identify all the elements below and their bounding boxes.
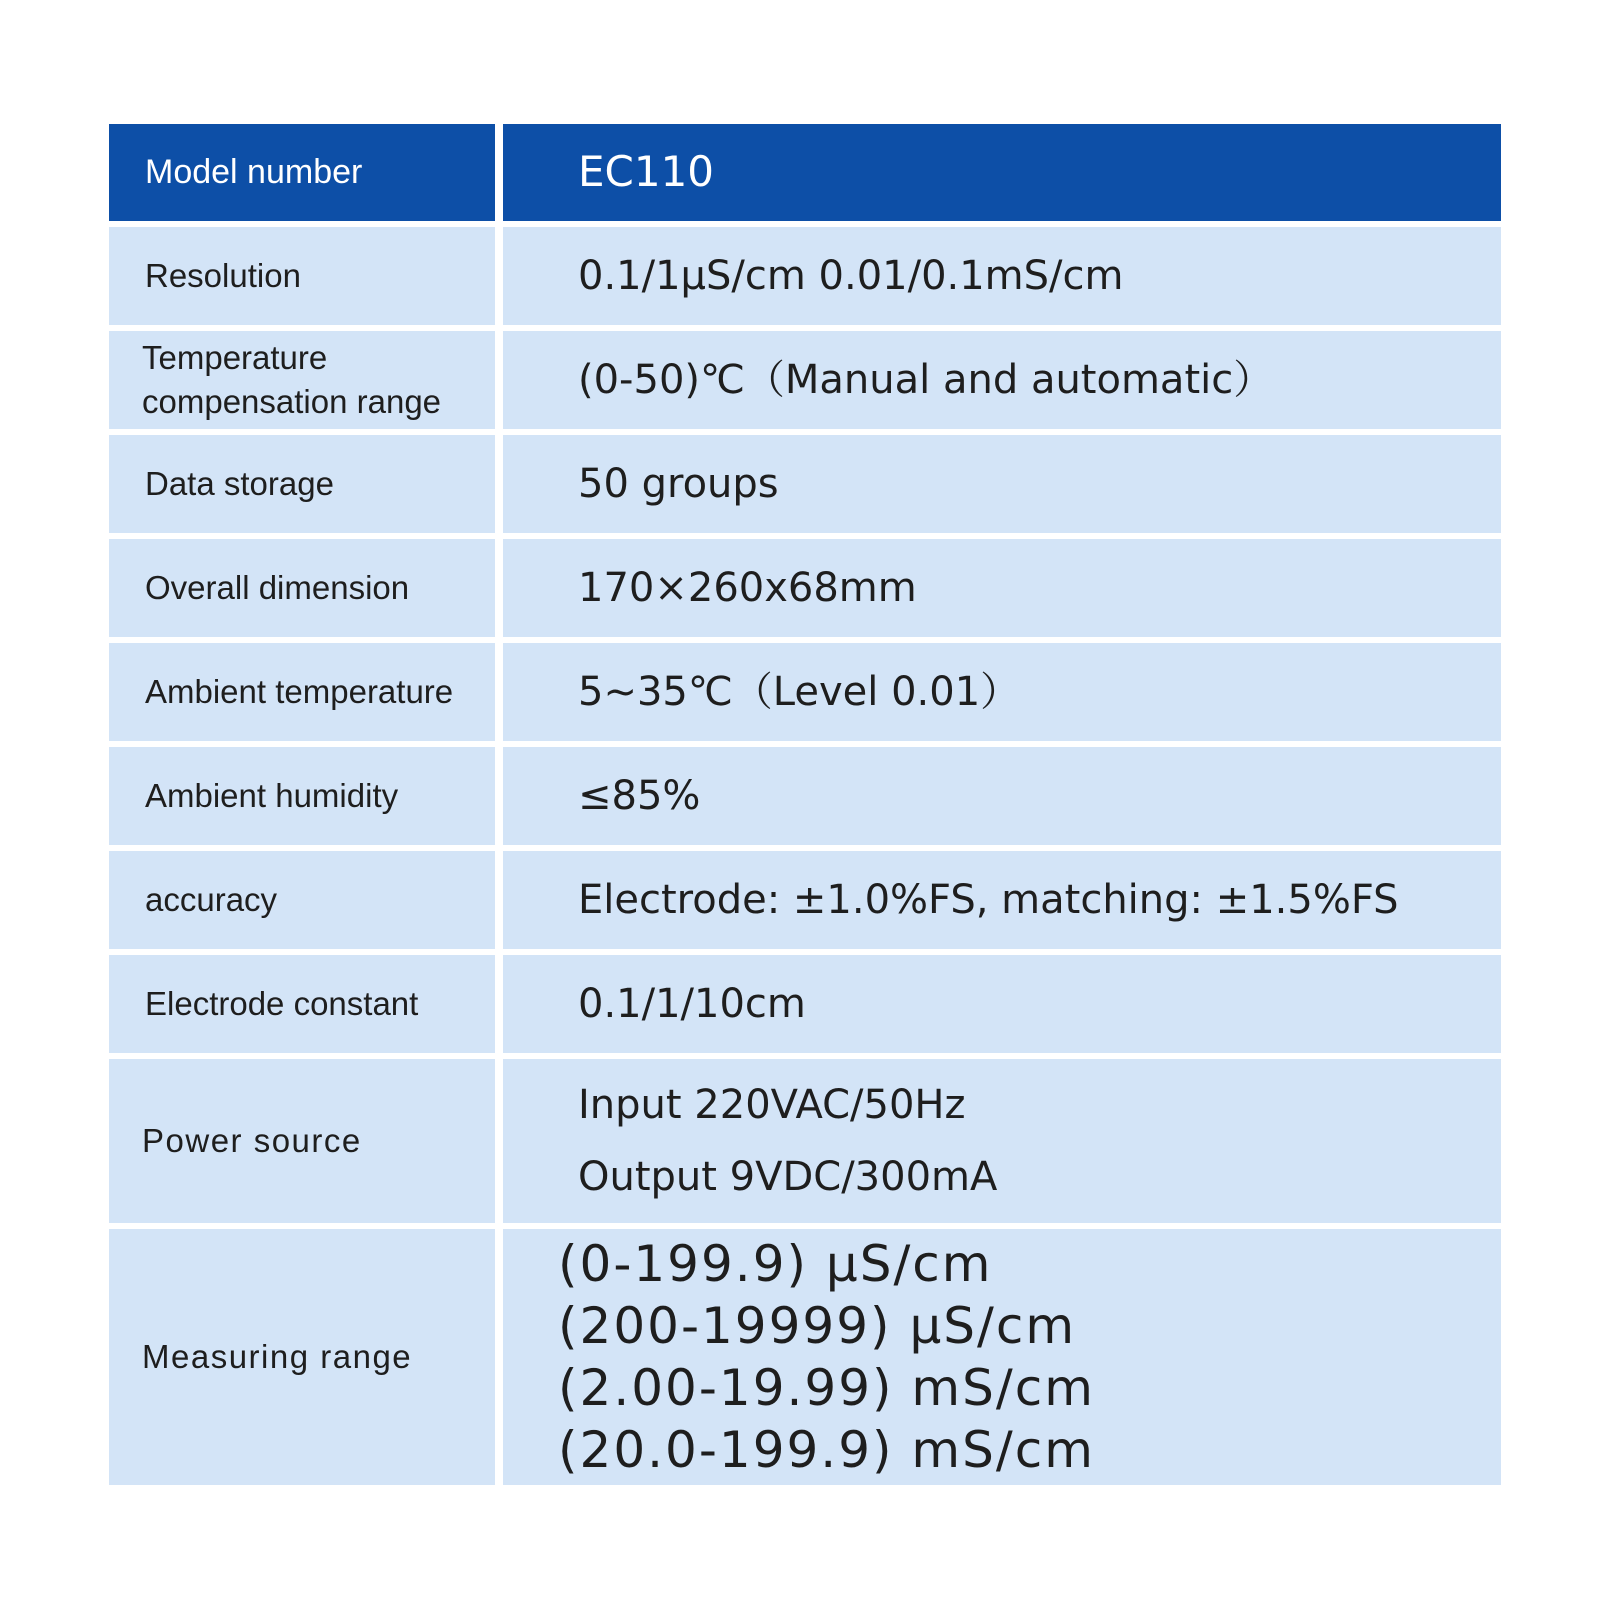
power-source-input: Input 220VAC/50Hz — [578, 1082, 966, 1128]
table-row — [109, 1229, 1501, 1485]
row-value-cell — [503, 747, 1501, 845]
row-label-cell — [109, 851, 495, 949]
row-label-cell — [109, 227, 495, 325]
measuring-range-line4: (20.0-199.9) mS/cm — [558, 1421, 1095, 1479]
overall-dimension-value: 170×260x68mm — [578, 565, 917, 611]
resolution-value: 0.1/1μS/cm 0.01/0.1mS/cm — [578, 253, 1124, 299]
header-label: Model number — [145, 153, 363, 192]
row-label-cell — [109, 539, 495, 637]
row-value-cell — [503, 851, 1501, 949]
row-value-cell — [503, 1059, 1501, 1223]
row-label-cell — [109, 747, 495, 845]
row-value-cell — [503, 1229, 1501, 1485]
row-value-cell — [503, 331, 1501, 429]
row-label-cell — [109, 643, 495, 741]
row-label-cell — [109, 331, 495, 429]
spec-table — [109, 124, 1501, 1485]
temperature-compensation-value: (0-50)℃（Manual and automatic） — [578, 357, 1274, 403]
table-row — [109, 435, 1501, 533]
row-value-cell — [503, 227, 1501, 325]
table-row — [109, 227, 1501, 325]
row-label-cell — [109, 955, 495, 1053]
data-storage-label: Data storage — [145, 465, 334, 503]
row-value-cell — [503, 643, 1501, 741]
row-label-cell — [109, 1229, 495, 1485]
row-value-cell — [503, 435, 1501, 533]
measuring-range-line2: (200-19999) μS/cm — [558, 1297, 1077, 1355]
ambient-humidity-value: ≤85% — [578, 773, 701, 819]
ambient-temperature-value: 5~35℃（Level 0.01） — [578, 669, 1021, 715]
table-row — [109, 539, 1501, 637]
row-label-cell — [109, 1059, 495, 1223]
table-row — [109, 955, 1501, 1053]
accuracy-value: Electrode: ±1.0%FS, matching: ±1.5%FS — [578, 877, 1399, 923]
temperature-compensation-label-line2: compensation range — [142, 383, 442, 420]
power-source-output: Output 9VDC/300mA — [578, 1154, 998, 1200]
ambient-temperature-label: Ambient temperature — [145, 673, 454, 711]
table-row — [109, 1059, 1501, 1223]
measuring-range-line3: (2.00-19.99) mS/cm — [558, 1359, 1095, 1417]
row-value-cell — [503, 539, 1501, 637]
electrode-constant-label: Electrode constant — [145, 985, 419, 1023]
temperature-compensation-label-line1: Temperature — [142, 339, 328, 377]
table-header-row — [109, 124, 1501, 221]
table-row — [109, 331, 1501, 429]
row-value-cell — [503, 955, 1501, 1053]
table-row — [109, 747, 1501, 845]
header-value-cell — [503, 124, 1501, 221]
header-label-cell — [109, 124, 495, 221]
data-storage-value: 50 groups — [578, 461, 779, 507]
header-value: EC110 — [578, 147, 715, 197]
table-row — [109, 851, 1501, 949]
accuracy-label: accuracy — [145, 881, 278, 919]
table-row — [109, 643, 1501, 741]
ambient-humidity-label: Ambient humidity — [145, 777, 399, 815]
overall-dimension-label: Overall dimension — [145, 569, 410, 607]
measuring-range-label: Measuring range — [142, 1338, 413, 1376]
measuring-range-line1: (0-199.9) μS/cm — [558, 1235, 993, 1293]
power-source-label: Power source — [142, 1122, 362, 1160]
resolution-label: Resolution — [145, 257, 301, 295]
electrode-constant-value: 0.1/1/10cm — [578, 981, 806, 1027]
row-label-cell — [109, 435, 495, 533]
